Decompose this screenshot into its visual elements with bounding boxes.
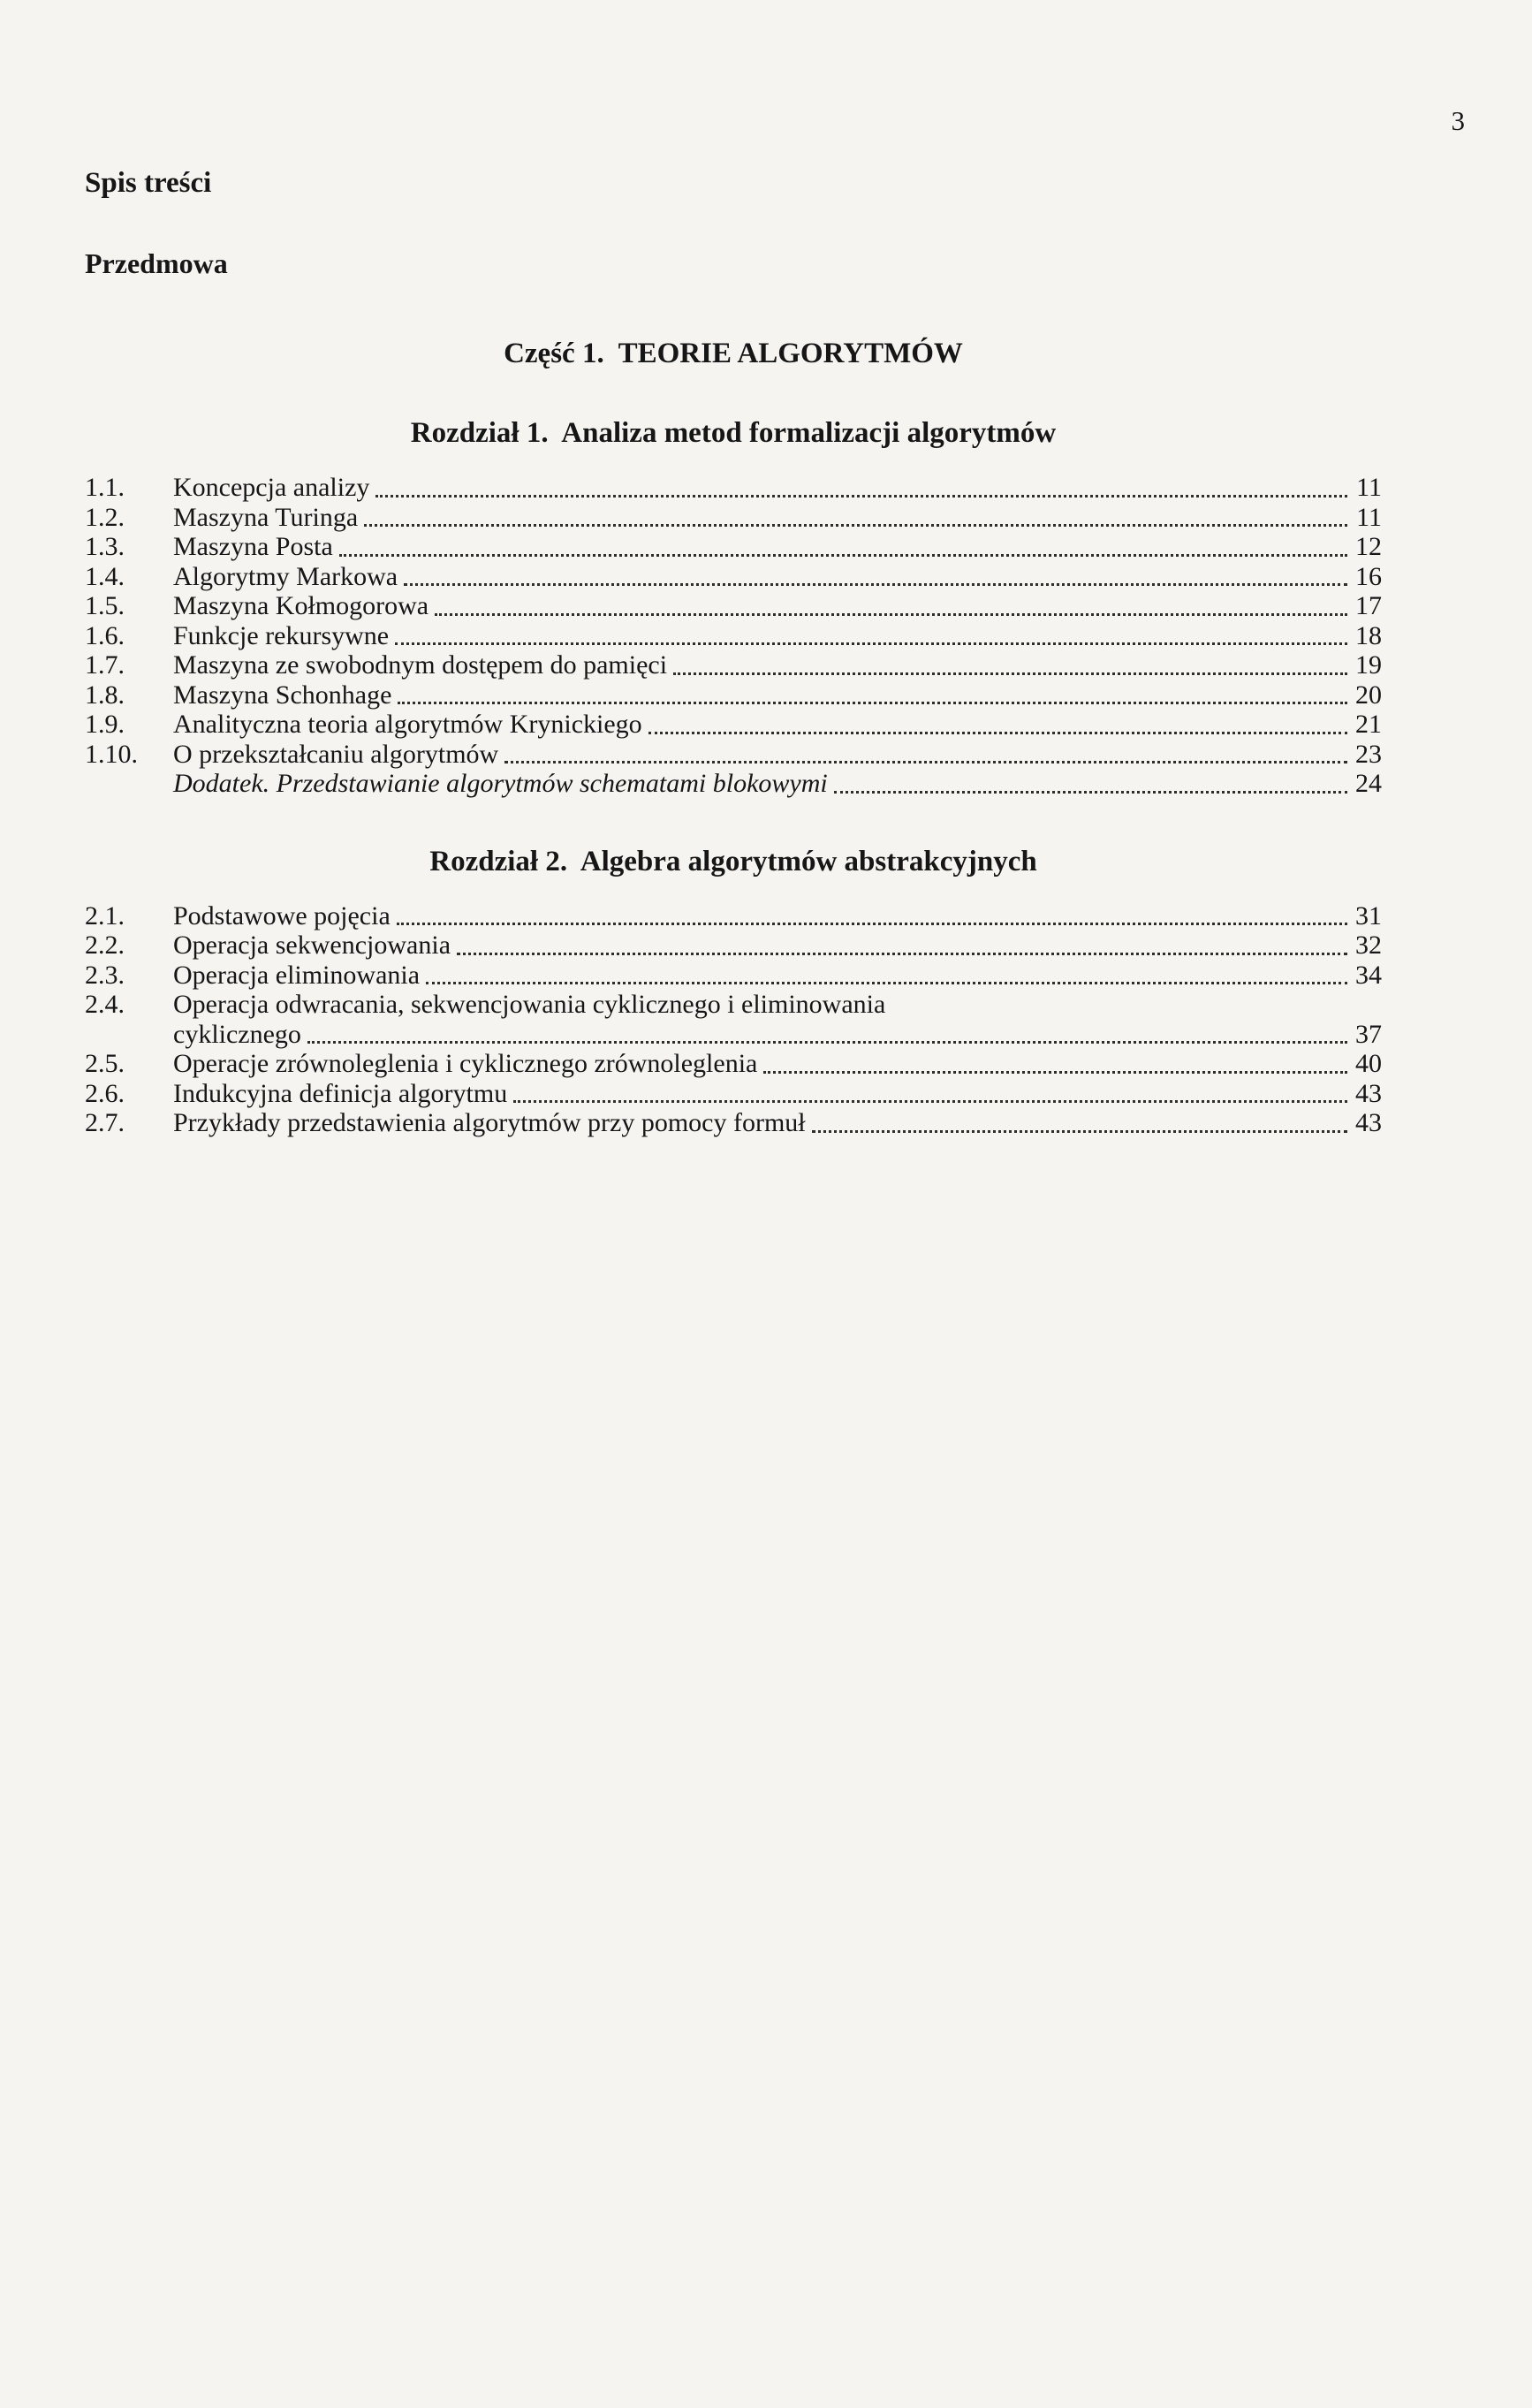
entry-page-number: 34 bbox=[1355, 960, 1382, 990]
part-heading: Część 1. TEORIE ALGORYTMÓW bbox=[504, 338, 963, 369]
entry-title: Maszyna ze swobodnym dostępem do pamięci bbox=[173, 650, 668, 680]
entry-title: Indukcyjna definicja algorytmu bbox=[173, 1078, 508, 1108]
entry-page-number: 20 bbox=[1355, 680, 1382, 710]
dot-leader bbox=[307, 1041, 1347, 1044]
dot-leader bbox=[648, 732, 1347, 734]
entry-number: 1.3. bbox=[85, 532, 125, 561]
entry-page-number: 16 bbox=[1355, 561, 1382, 591]
toc-entry bbox=[85, 901, 1382, 931]
page-content bbox=[0, 0, 1532, 1138]
dot-leader bbox=[513, 1100, 1347, 1103]
toc-entry bbox=[85, 961, 1382, 991]
dot-leader bbox=[404, 583, 1347, 586]
dot-leader bbox=[435, 613, 1347, 616]
entry-title: Analityczna teoria algorytmów Krynickiego bbox=[173, 710, 642, 739]
toc-entry bbox=[85, 680, 1382, 710]
toc-entry bbox=[85, 503, 1382, 533]
toc-entry bbox=[85, 1108, 1382, 1138]
entry-page-number: 17 bbox=[1355, 591, 1382, 620]
entry-number: 2.1. bbox=[85, 900, 125, 931]
entry-page-number: 21 bbox=[1355, 710, 1382, 739]
entry-number: 2.5. bbox=[85, 1049, 125, 1078]
entry-title: Podstawowe pojęcia bbox=[173, 900, 391, 931]
entry-page-number: 43 bbox=[1355, 1108, 1382, 1137]
entry-page-number: 40 bbox=[1355, 1049, 1382, 1078]
toc-entry bbox=[85, 740, 1382, 770]
dot-leader bbox=[504, 761, 1347, 763]
dot-leader bbox=[397, 923, 1347, 925]
entry-title: Algorytmy Markowa bbox=[173, 561, 398, 591]
dot-leader bbox=[673, 672, 1347, 675]
entry-title: O przekształcaniu algorytmów bbox=[173, 739, 499, 769]
entry-title: Koncepcja analizy bbox=[173, 473, 370, 502]
toc-entry bbox=[85, 990, 1382, 1020]
dot-leader bbox=[457, 953, 1347, 955]
entry-page-number: 19 bbox=[1355, 650, 1382, 680]
dot-leader bbox=[763, 1071, 1347, 1074]
entry-page-number: 12 bbox=[1355, 532, 1382, 561]
toc-entry-list bbox=[85, 901, 1382, 1138]
entry-number: 2.6. bbox=[85, 1078, 125, 1108]
entry-page-number: 31 bbox=[1355, 900, 1382, 931]
entry-title: Operacja odwracania, sekwencjowania cyklicznego i eliminowania bbox=[173, 990, 886, 1019]
toc-entry bbox=[85, 621, 1382, 651]
chapter-heading: Rozdział 2. Algebra algorytmów abstrakcyjnych bbox=[429, 845, 1037, 877]
entry-number: 2.7. bbox=[85, 1108, 125, 1137]
entry-number: 2.3. bbox=[85, 960, 125, 990]
entry-number: 1.2. bbox=[85, 502, 125, 532]
toc-entry bbox=[85, 931, 1382, 961]
dot-leader bbox=[364, 524, 1347, 527]
entry-number: 1.10. bbox=[85, 739, 138, 769]
toc-entry bbox=[85, 650, 1382, 680]
toc-entry bbox=[85, 769, 1382, 799]
entry-title: Maszyna Kołmogorowa bbox=[173, 591, 429, 620]
dot-leader bbox=[426, 982, 1347, 984]
entry-page-number: 23 bbox=[1355, 739, 1382, 769]
dot-leader bbox=[834, 791, 1347, 794]
entry-number: 1.6. bbox=[85, 620, 125, 650]
entry-page-number: 32 bbox=[1355, 931, 1382, 960]
toc-chapters bbox=[85, 416, 1382, 1138]
dot-leader bbox=[375, 495, 1347, 498]
entry-number: 1.5. bbox=[85, 591, 125, 620]
chapter-heading: Rozdział 1. Analiza metod formalizacji algorytmów bbox=[410, 417, 1057, 449]
entry-number: 1.8. bbox=[85, 680, 125, 710]
entry-page-number: 37 bbox=[1355, 1019, 1382, 1049]
entry-number: 1.7. bbox=[85, 650, 125, 680]
toc-entry bbox=[85, 710, 1382, 740]
entry-title: cyklicznego bbox=[173, 1019, 301, 1049]
entry-number: 1.1. bbox=[85, 473, 125, 502]
toc-entry-list bbox=[85, 473, 1382, 799]
entry-page-number: 11 bbox=[1356, 502, 1382, 532]
entry-title: Maszyna Posta bbox=[173, 532, 333, 561]
entry-title: Maszyna Schonhage bbox=[173, 680, 392, 710]
dot-leader bbox=[398, 702, 1347, 704]
entry-title: Operacja eliminowania bbox=[173, 960, 421, 990]
toc-entry bbox=[85, 591, 1382, 621]
toc-entry bbox=[85, 1079, 1382, 1109]
entry-page-number: 24 bbox=[1355, 769, 1382, 798]
entry-title: Funkcje rekursywne bbox=[173, 620, 390, 650]
page-number: 3 bbox=[1451, 105, 1465, 136]
entry-title: Dodatek. Przedstawianie algorytmów schematami blokowymi bbox=[173, 769, 828, 798]
toc-entry bbox=[85, 1049, 1382, 1079]
preface-heading: Przedmowa bbox=[85, 247, 228, 279]
toc-title: Spis treści bbox=[85, 167, 212, 199]
entry-page-number: 11 bbox=[1356, 473, 1382, 502]
entry-number: 2.2. bbox=[85, 931, 125, 960]
dot-leader bbox=[395, 642, 1347, 645]
toc-entry-continuation bbox=[85, 1020, 1382, 1050]
entry-number: 1.9. bbox=[85, 710, 125, 739]
entry-page-number: 18 bbox=[1355, 620, 1382, 650]
entry-number: 1.4. bbox=[85, 561, 125, 591]
dot-leader bbox=[812, 1130, 1347, 1133]
toc-entry bbox=[85, 473, 1382, 503]
dot-leader bbox=[339, 554, 1347, 557]
entry-page-number: 43 bbox=[1355, 1078, 1382, 1108]
entry-number: 2.4. bbox=[85, 990, 125, 1019]
entry-title: Operacje zrównoleglenia i cyklicznego zrównoleglenia bbox=[173, 1049, 758, 1078]
toc-entry bbox=[85, 562, 1382, 592]
entry-title: Maszyna Turinga bbox=[173, 502, 359, 532]
entry-title: Przykłady przedstawienia algorytmów przy pomocy formuł bbox=[173, 1108, 806, 1137]
toc-entry bbox=[85, 532, 1382, 562]
entry-title: Operacja sekwencjowania bbox=[173, 931, 451, 960]
